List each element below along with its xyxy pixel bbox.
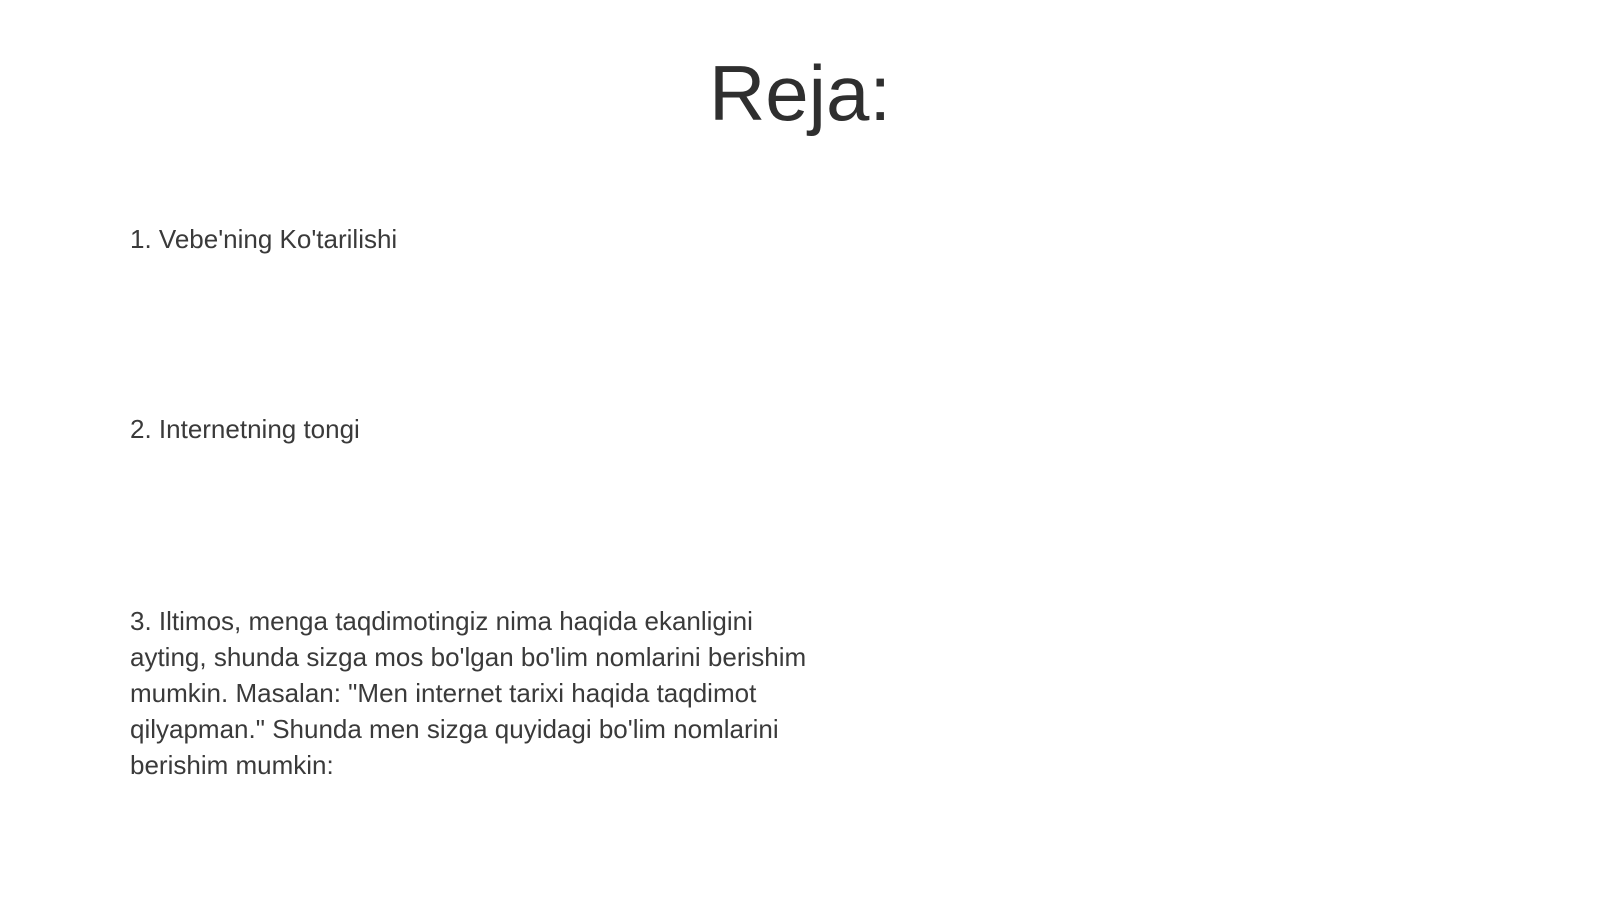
plan-item-1: 1. Vebe'ning Ko'tarilishi [130,224,398,254]
plan-item-3: 3. Iltimos, menga taqdimotingiz nima haqida ekanligini ayting, shunda sizga mos bo'lgan bo'lim nomlarini berishim mumkin. Masalan: "Men internet tarixi haqida taqdimot qilyapman." Shunda men sizga quyidagi bo'lim nomlarini berishim mumkin: [130,606,807,780]
slide-title: Reja: [708,49,892,137]
plan-item-2: 2. Internetning tongi [130,414,360,444]
